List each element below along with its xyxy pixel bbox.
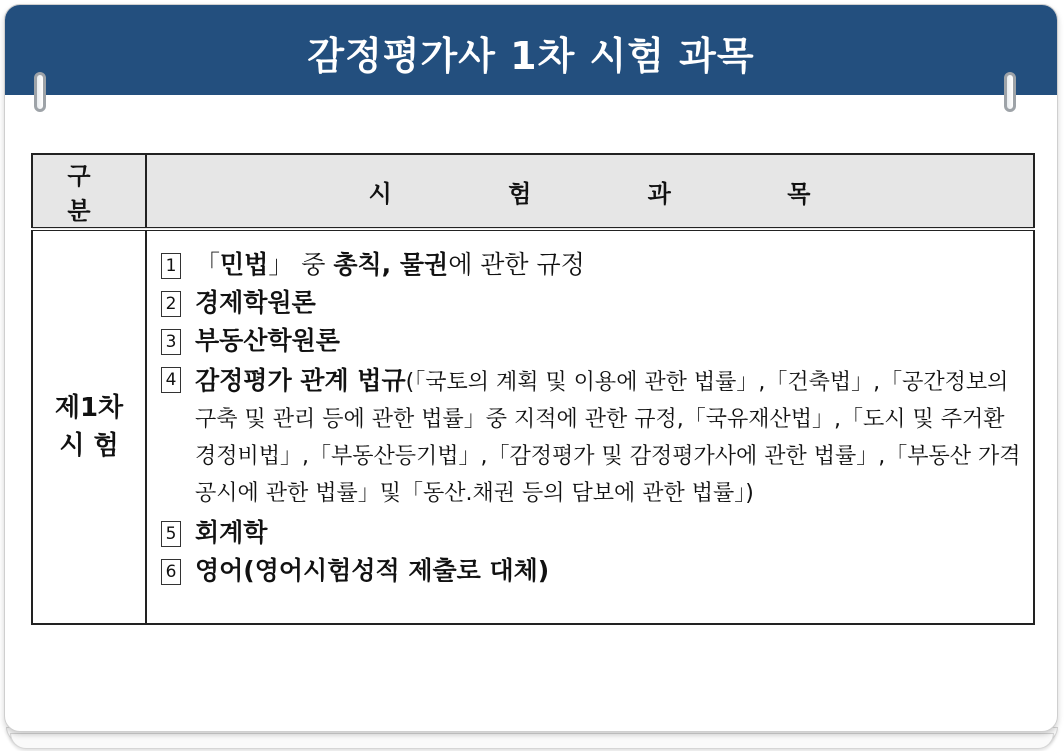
list-item (161, 555, 1021, 587)
item-label: 감정평가 관계 법규 (195, 366, 406, 395)
category-line: 제1차 (54, 393, 124, 423)
item-text (195, 363, 1021, 511)
item-text-part: 「 (195, 250, 221, 279)
list-item (161, 517, 1021, 549)
category-cell (32, 229, 146, 624)
item-number-box: 1 (161, 253, 181, 279)
item-text: 회계학 (195, 518, 268, 547)
item-text: 영어(영어시험성적 제출로 대체) (195, 556, 550, 585)
info-card (4, 4, 1058, 732)
header-subjects: 시 험 과 목 (146, 154, 1034, 229)
table-header-row (32, 154, 1034, 229)
item-detail: (「국토의 계획 및 이용에 관한 법률」,「건축법」,「공간정보의 구축 및 관리 등에 관한 법률」중 지적에 관한 규정,「국유재산법」,「도시 및 주거환경정비법」,「부동산등기법」,「감정평가 및 감정평가사에 관한 법률」,「부동산 가격공시에 관한 법률」및「동산.채권 등의 담보에 관한 법률」) (195, 370, 1021, 506)
page-title: 감정평가사 1차 시험 과목 (307, 34, 755, 78)
item-text (195, 249, 1021, 281)
item-text: 부동산학원론 (195, 326, 340, 355)
list-item (161, 287, 1021, 319)
item-text-part: 」 중 (268, 250, 334, 279)
binder-ring-icon (1004, 72, 1016, 112)
item-number-box: 6 (161, 559, 181, 585)
list-item (161, 363, 1021, 511)
item-number-box: 3 (161, 329, 181, 355)
table-row (32, 229, 1034, 624)
subjects-cell (146, 229, 1034, 624)
item-text: 경제학원론 (195, 288, 316, 317)
item-text-part: 에 관한 규정 (448, 250, 585, 279)
list-item (161, 249, 1021, 281)
item-text-part: 총칙, 물권 (333, 250, 449, 279)
item-number-box: 4 (161, 367, 181, 393)
exam-subjects-table (31, 153, 1035, 625)
binder-ring-icon (34, 72, 46, 112)
header-category: 구 분 (32, 154, 146, 229)
item-text-part: 민법 (220, 250, 269, 279)
list-item (161, 325, 1021, 357)
title-bar (5, 5, 1057, 95)
item-number-box: 2 (161, 291, 181, 317)
category-line: 시 험 (59, 431, 119, 461)
item-number-box: 5 (161, 521, 181, 547)
card-stack-layer (10, 733, 1054, 749)
